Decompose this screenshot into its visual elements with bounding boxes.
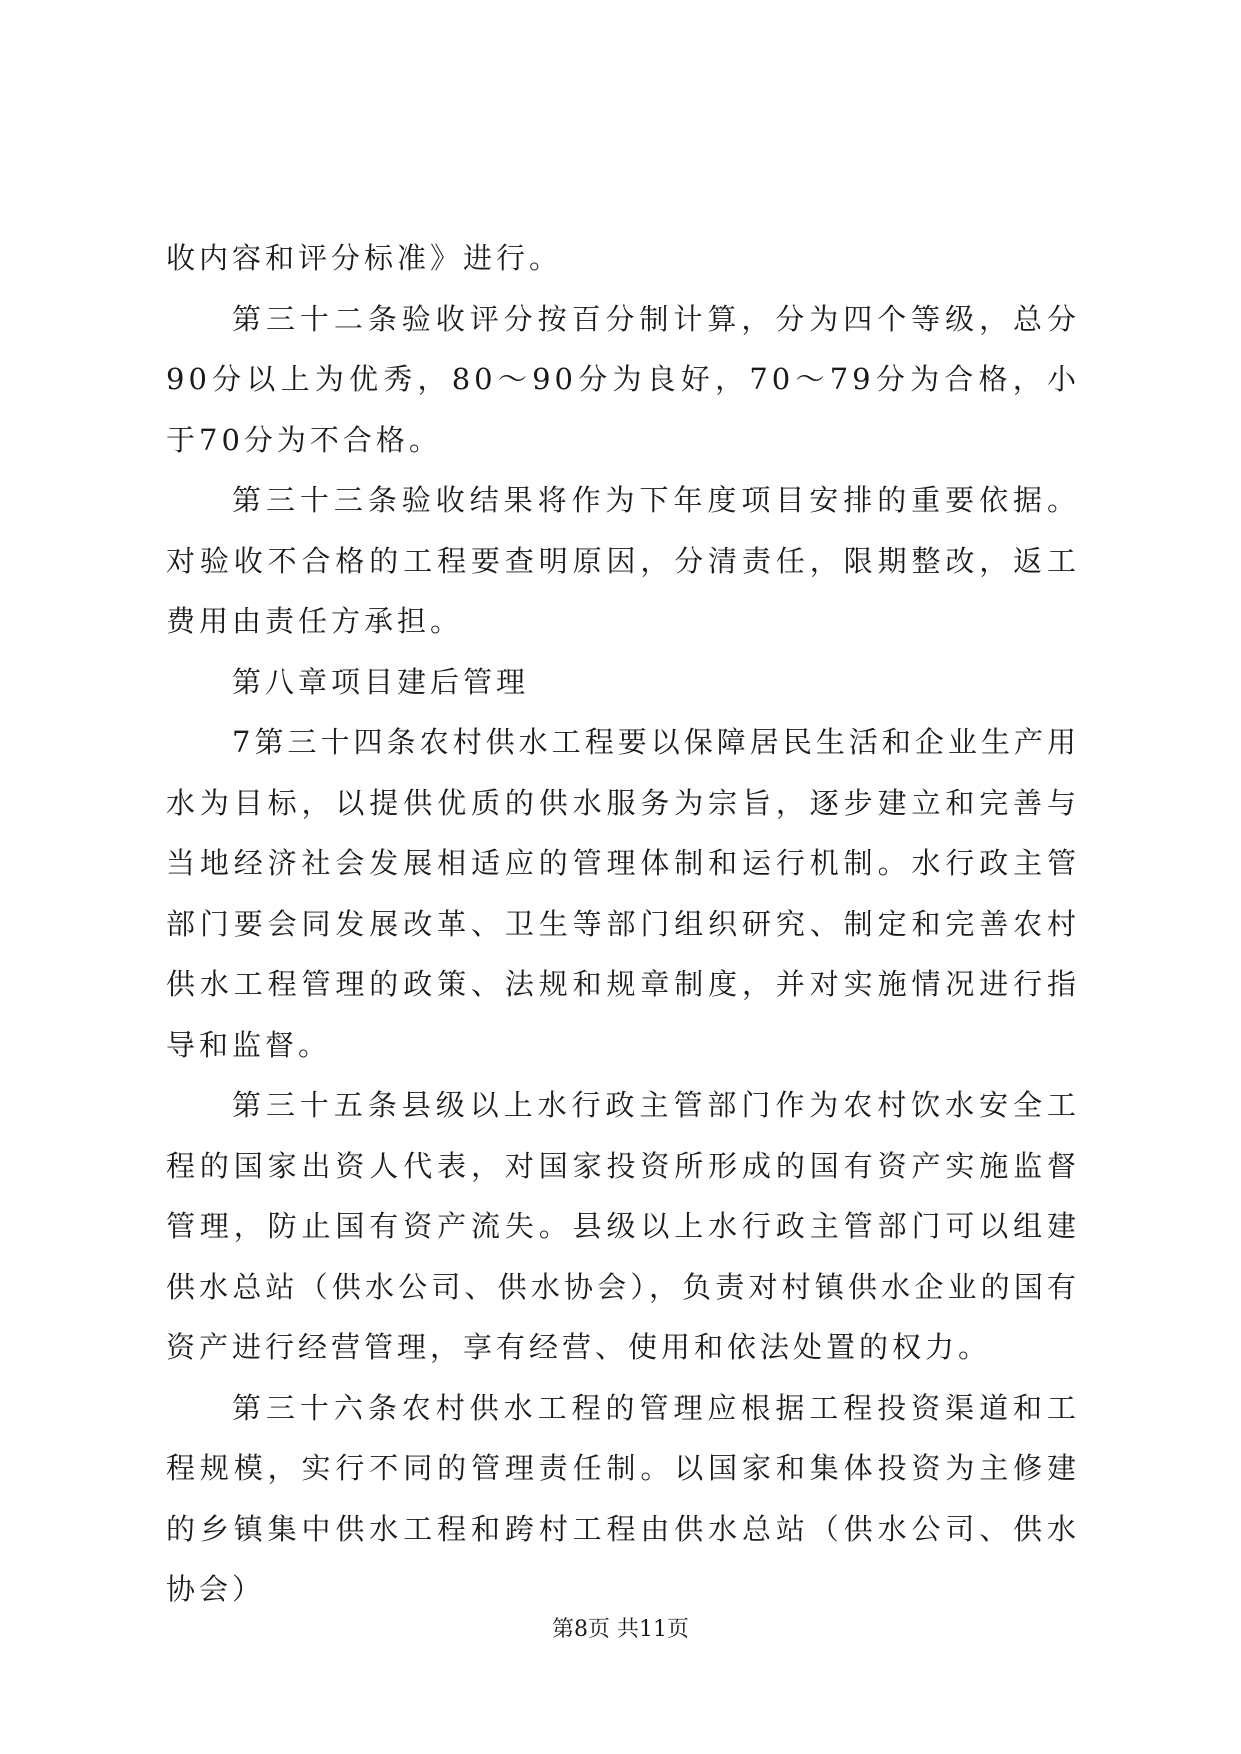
page-footer: 第8页 共11页 <box>552 1617 689 1642</box>
paragraph-1: 收内容和评分标准》进行。 <box>166 241 563 275</box>
paragraph-3: 第三十三条验收结果将作为下年度项目安排的重要依据。对验收不合格的工程要查明原因，分清责任，限期整改，返工费用由责任方承担。 <box>166 483 1080 638</box>
paragraph-5: 7第三十四条农村供水工程要以保障居民生活和企业生产用水为目标，以提供优质的供水服务为宗旨，逐步建立和完善与当地经济社会发展相适应的管理体制和运行机制。水行政主管部门要会同发展改革、卫生等部门组织研究、制定和完善农村供水工程管理的政策、法规和规章制度，并对实施情况进行指导和监督。 <box>166 725 1080 1062</box>
paragraph-2: 第三十二条验收评分按百分制计算，分为四个等级，总分90分以上为优秀，80～90分为良好，70～79分为合格，小于70分为不合格。 <box>166 301 1080 457</box>
paragraph-6: 第三十五条县级以上水行政主管部门作为农村饮水安全工程的国家出资人代表，对国家投资所形成的国有资产实施监督管理，防止国有资产流失。县级以上水行政主管部门可以组建供水总站（供水公司、供水协会），负责对村镇供水企业的国有资产进行经营管理，享有经营、使用和依法处置的权力。 <box>166 1088 1080 1364</box>
chapter-heading: 第八章项目建后管理 <box>232 664 530 699</box>
document-body <box>166 228 1080 1620</box>
paragraph-7: 第三十六条农村供水工程的管理应根据工程投资渠道和工程规模，实行不同的管理责任制。以国家和集体投资为主修建的乡镇集中供水工程和跨村工程由供水总站（供水公司、供水协会） <box>166 1390 1080 1606</box>
